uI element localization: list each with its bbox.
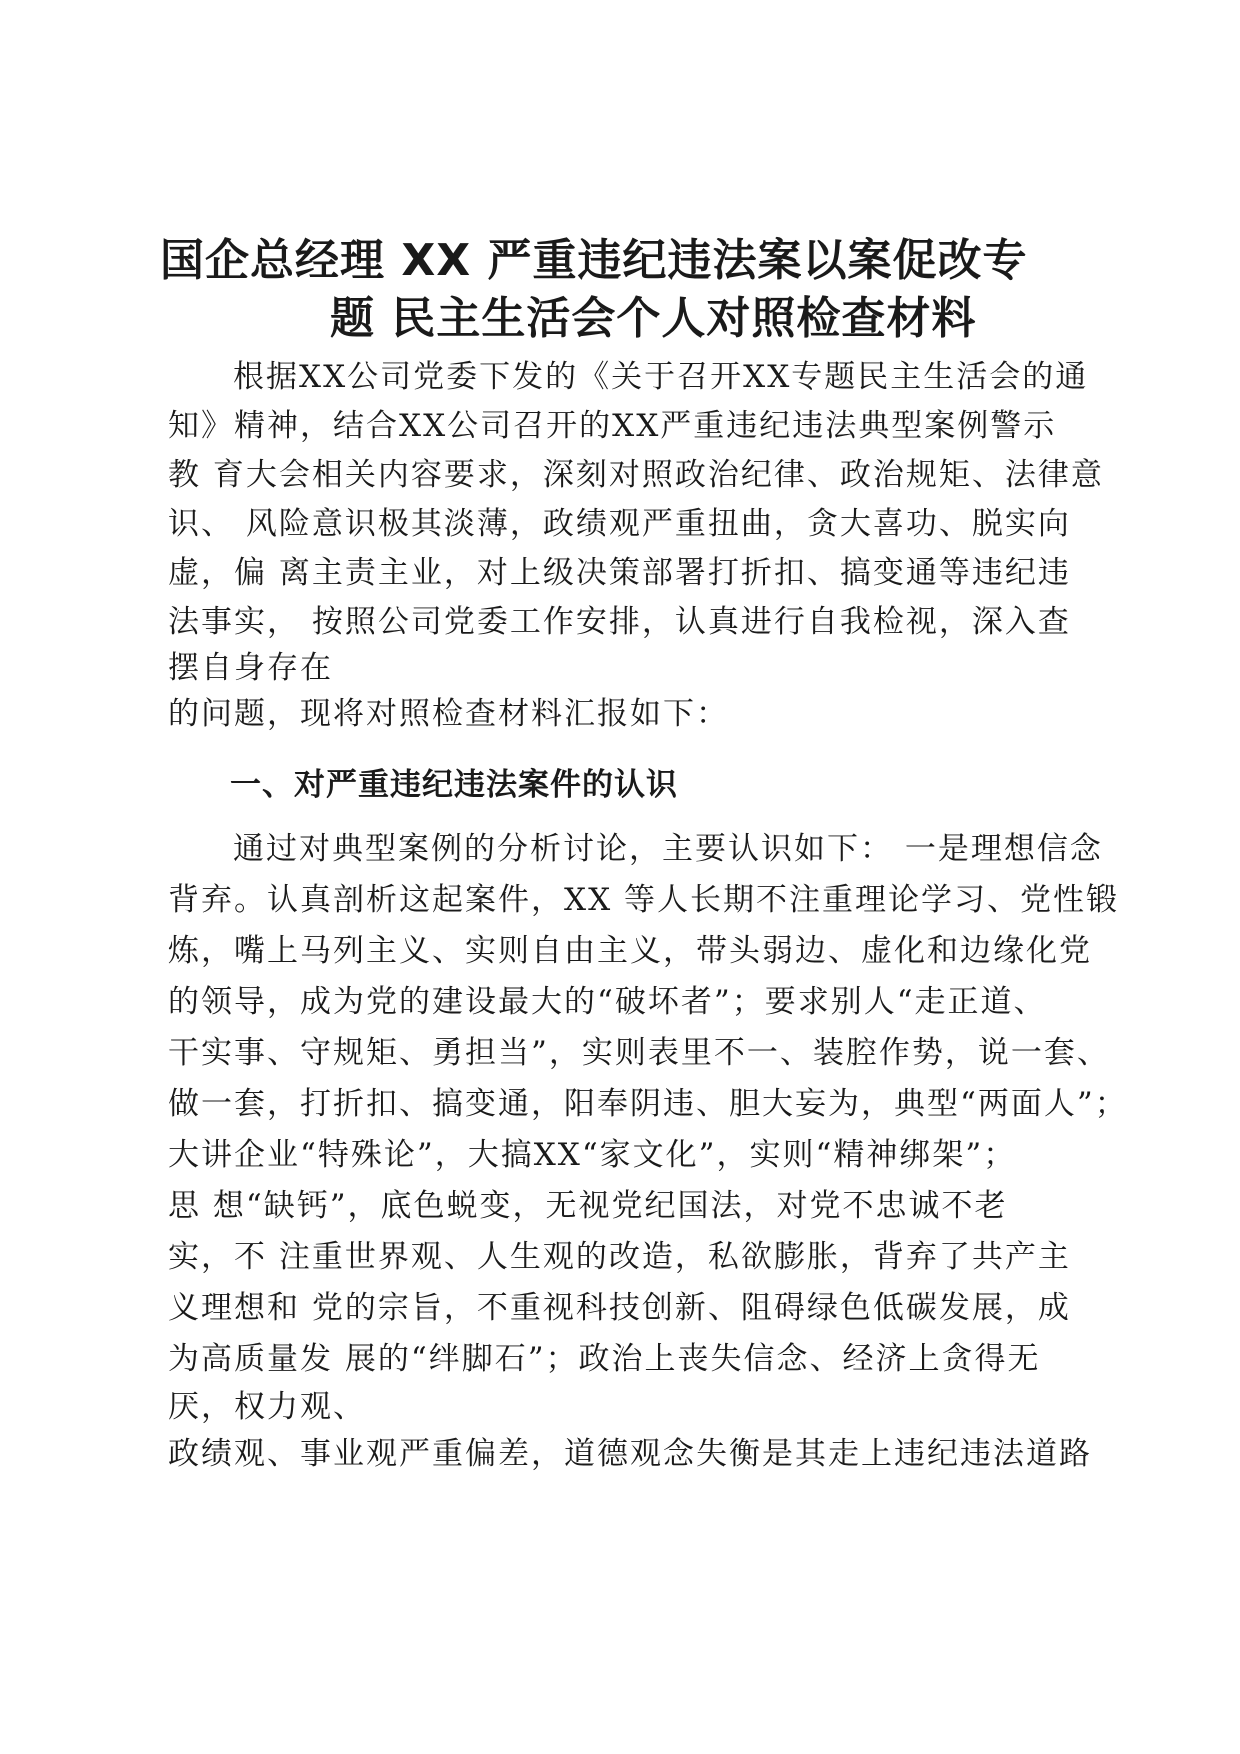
section-line-2: 背弃。认真剖析这起案件，XX 等人长期不注重理论学习、党性锻 xyxy=(168,882,1119,918)
section-line-5: 干实事、守规矩、勇担当”，实则表里不一、装腔作势，说一套、 xyxy=(168,1035,1110,1071)
section-line-6: 做一套，打折扣、搞变通，阳奉阴违、胆大妄为，典型“两面人”； xyxy=(168,1086,1128,1122)
intro-line-6: 法事实， 按照公司党委工作安排，认真进行自我检视，深入查 xyxy=(168,604,1071,640)
section-line-9: 实，不 注重世界观、人生观的改造，私欲膨胀，背弃了共产主 xyxy=(168,1239,1071,1275)
section-line-4: 的领导，成为党的建设最大的“破坏者”；要求别人“走正道、 xyxy=(168,984,1047,1020)
section-line-10: 义理想和 党的宗旨，不重视科技创新、阻碍绿色低碳发展，成 xyxy=(168,1290,1071,1326)
intro-line-8: 的问题，现将对照检查材料汇报如下： xyxy=(168,696,729,732)
title-line-2: 题 民主生活会个人对照检查材料 xyxy=(330,293,977,344)
section-line-3: 炼，嘴上马列主义、实则自由主义，带头弱边、虚化和边缘化党 xyxy=(168,933,1092,969)
intro-line-3: 教 育大会相关内容要求，深刻对照政治纪律、政治规矩、法律意 xyxy=(168,457,1104,493)
title-line-1: 国企总经理 XX 严重违纪违法案以案促改专 xyxy=(160,235,1028,286)
intro-line-5: 虚，偏 离主责主业，对上级决策部署打折扣、搞变通等违纪违 xyxy=(168,555,1071,591)
intro-line-7: 摆自身存在 xyxy=(168,650,333,686)
section-line-7: 大讲企业“特殊论”，大搞XX“家文化”，实则“精神绑架”； xyxy=(168,1137,1017,1173)
section-line-1: 通过对典型案例的分析讨论，主要认识如下： 一是理想信念 xyxy=(233,831,1103,867)
section-line-12: 厌，权力观、 xyxy=(168,1389,366,1425)
intro-line-4: 识、 风险意识极其淡薄，政绩观严重扭曲，贪大喜功、脱实向 xyxy=(168,506,1071,542)
document-title xyxy=(160,232,1100,348)
intro-line-1: 根据XX公司党委下发的《关于召开XX专题民主生活会的通 xyxy=(233,359,1089,395)
section-line-11: 为高质量发 展的“绊脚石”；政治上丧失信念、经济上贪得无 xyxy=(168,1341,1041,1377)
section-heading: 一、对严重违纪违法案件的认识 xyxy=(230,767,678,803)
section-line-13: 政绩观、事业观严重偏差，道德观念失衡是其走上违纪违法道路 xyxy=(168,1436,1092,1472)
section-line-8: 思 想“缺钙”，底色蜕变，无视党纪国法，对党不忠诚不老 xyxy=(168,1188,1008,1224)
intro-line-2: 知》精神，结合XX公司召开的XX严重违纪违法典型案例警示 xyxy=(168,408,1057,444)
